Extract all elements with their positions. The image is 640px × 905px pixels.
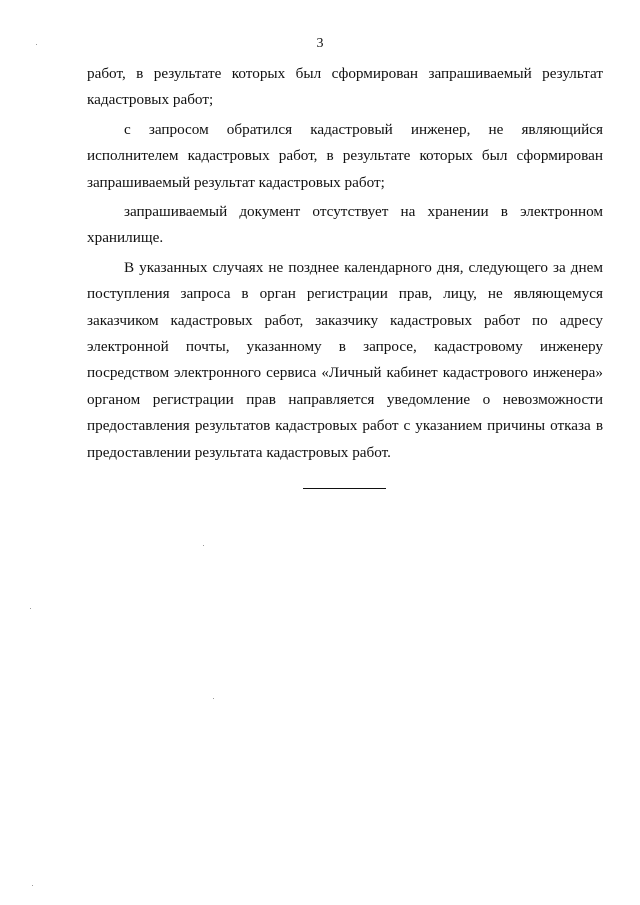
scan-speck [213, 698, 214, 699]
scan-speck [32, 885, 33, 886]
paragraph-continuation: работ, в результате которых был сформирован запрашиваемый результат кадастровых работ; [87, 65, 603, 109]
scan-speck [203, 545, 204, 546]
paragraph-document-missing: запрашиваемый документ отсутствует на хранении в электронном хранилище. [87, 203, 603, 247]
scan-speck [30, 608, 31, 609]
page-number: 3 [316, 36, 324, 51]
paragraph-notification: В указанных случаях не позднее календарного дня, следующего за днем поступления запроса в орган регистрации прав, лицу, не являющемуся заказчиком кадастровых работ, заказчику кадастровых работ по адресу электронной почты, указанному в запросе, кадастровому инженеру посредством электронного сервиса «Личный кабинет кадастрового инженера» органом регистрации прав направляется уведомление о невозможности предоставления результатов кадастровых работ с указанием причины отказа в предоставлении результата кадастровых работ. [87, 258, 603, 461]
scan-speck [36, 44, 37, 45]
paragraph-engineer-request: с запросом обратился кадастровый инженер, не являющийся исполнителем кадастровых работ, в результате которых был сформирован запрашиваемый результат кадастровых работ; [87, 120, 603, 191]
end-of-text-rule [303, 488, 386, 489]
document-body [87, 61, 603, 469]
